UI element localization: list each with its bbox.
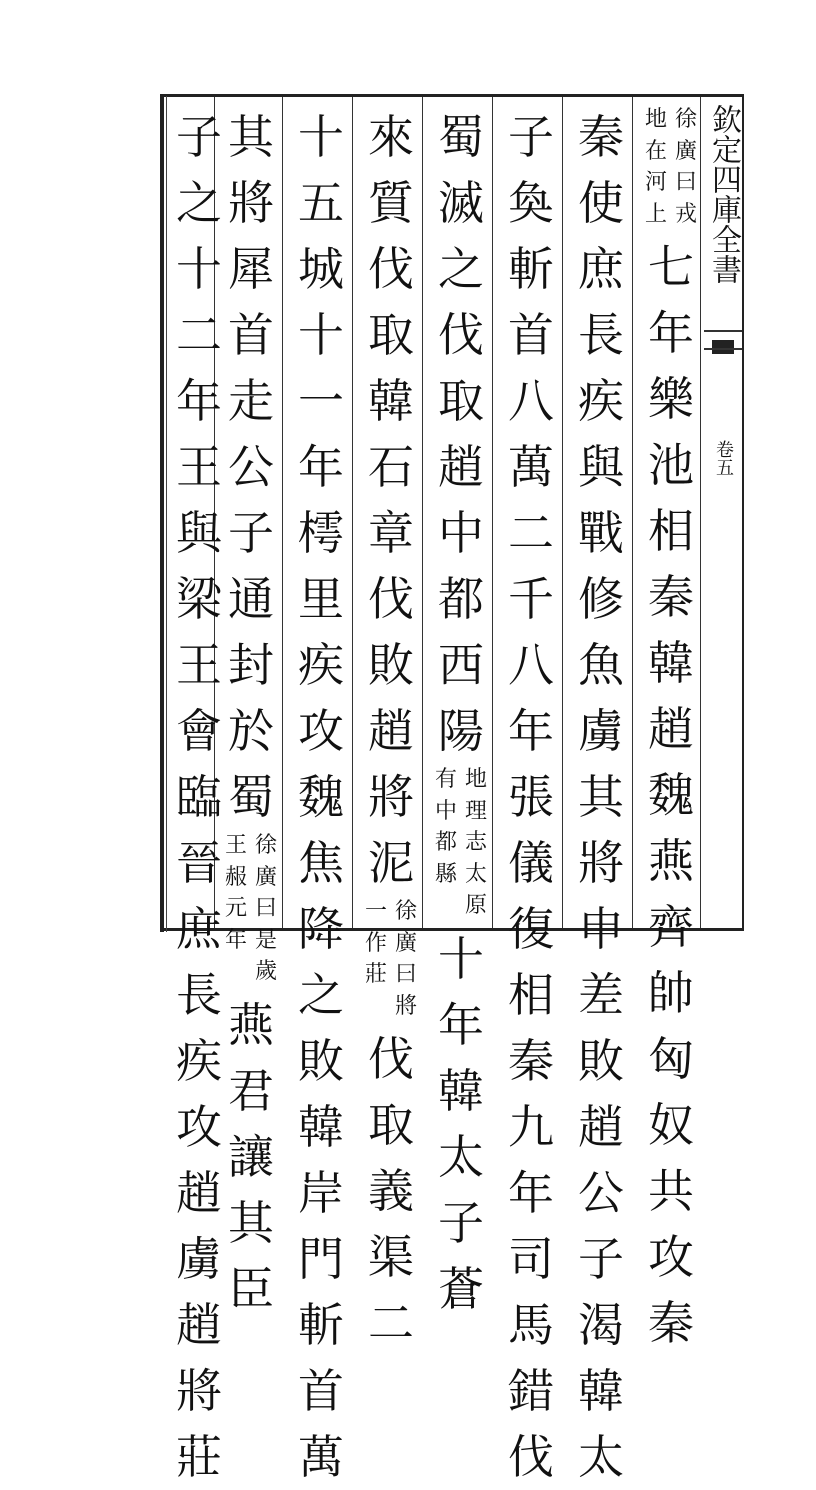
annotation-char-left: 王	[224, 833, 247, 858]
main-text-char: 七	[648, 240, 694, 294]
main-text-char: 韓	[368, 374, 414, 428]
main-text-char: 秦	[508, 1034, 554, 1088]
main-text-char: 申	[578, 902, 624, 956]
main-text-char: 首	[298, 1364, 344, 1418]
column-rule	[352, 97, 353, 928]
annotation-char-right: 將	[394, 993, 417, 1019]
main-text-char: 與	[578, 440, 624, 494]
main-text-char: 太	[438, 1129, 484, 1184]
main-text-char: 首	[508, 308, 554, 362]
main-text-char: 樂	[648, 372, 694, 426]
main-text-char: 陽	[438, 704, 484, 758]
main-text-char: 十	[438, 931, 484, 986]
main-text-char: 敗	[298, 1034, 344, 1088]
edge-rule-top	[704, 330, 742, 332]
text-column	[360, 104, 422, 1350]
annotation-char-right: 志	[464, 830, 487, 855]
main-text-char: 燕	[648, 834, 694, 888]
main-text-char: 儀	[508, 836, 554, 890]
main-text-char: 二	[508, 506, 554, 560]
main-text-char: 敗	[368, 638, 414, 692]
main-text-char: 其	[228, 110, 274, 164]
main-text-char: 石	[368, 440, 414, 494]
main-text-char: 韓	[438, 1063, 484, 1118]
frame-left-inner-border	[166, 96, 167, 932]
main-text-char: 十	[176, 242, 222, 296]
main-text-char: 於	[228, 704, 274, 758]
annotation-char-right: 是	[254, 927, 277, 953]
main-text-char: 魏	[648, 768, 694, 822]
main-text-char: 降	[298, 902, 344, 956]
annotation-char-right: 曰	[254, 896, 277, 921]
main-text-char: 司	[508, 1232, 554, 1286]
annotation-char-left: 莊	[364, 962, 387, 987]
main-text-char: 臣	[228, 1261, 274, 1316]
main-text-char: 趙	[578, 1100, 624, 1154]
annotation-char-left: 中	[434, 798, 457, 824]
annotation-char-left: 作	[364, 930, 387, 956]
main-text-char: 梁	[176, 572, 222, 626]
annotation-char-right: 歲	[254, 959, 277, 984]
main-text-char: 泥	[368, 836, 414, 890]
annotation-char-left: 河	[644, 170, 667, 195]
main-text-char: 萬	[298, 1430, 344, 1484]
main-text-char: 讓	[228, 1129, 274, 1184]
main-text-char: 疾	[298, 638, 344, 692]
annotation-char-left: 元	[224, 896, 247, 921]
main-text-char: 焦	[298, 836, 344, 890]
main-text-char: 晉	[176, 836, 222, 890]
main-text-char: 趙	[176, 1166, 222, 1220]
main-text-char: 伐	[368, 1032, 414, 1086]
annotation-char-right: 戎	[674, 201, 697, 227]
main-text-char: 城	[298, 242, 344, 296]
annotation-char-right: 廣	[394, 930, 417, 956]
main-text-char: 八	[508, 638, 554, 692]
main-text-char: 年	[508, 1166, 554, 1220]
main-text-char: 蜀	[438, 110, 484, 164]
text-column	[290, 104, 352, 1484]
main-text-char: 復	[508, 902, 554, 956]
main-text-char: 匈	[648, 1032, 694, 1086]
main-text-char: 都	[438, 572, 484, 626]
main-text-char: 伐	[368, 572, 414, 626]
main-text-char: 九	[508, 1100, 554, 1154]
main-text-char: 其	[228, 1195, 274, 1250]
main-text-char: 相	[508, 968, 554, 1022]
main-text-char: 與	[176, 506, 222, 560]
edge-rule-bottom	[704, 348, 742, 350]
main-text-char: 西	[438, 638, 484, 692]
annotation-char-right: 曰	[394, 962, 417, 987]
main-text-char: 通	[228, 572, 274, 626]
main-text-char: 來	[368, 110, 414, 164]
main-text-char: 長	[578, 308, 624, 362]
main-text-char: 走	[228, 374, 274, 428]
main-text-char: 渠	[368, 1230, 414, 1284]
main-text-char: 年	[438, 997, 484, 1052]
main-text-char: 取	[438, 374, 484, 428]
main-text-char: 疾	[176, 1034, 222, 1088]
book-title-text: 欽定四庫全書	[706, 104, 741, 284]
main-text-char: 伐	[438, 308, 484, 362]
main-text-char: 攻	[298, 704, 344, 758]
main-text-char: 韓	[298, 1100, 344, 1154]
column-rule	[562, 97, 563, 928]
main-text-char: 庶	[578, 242, 624, 296]
frame-top-border	[160, 94, 744, 97]
main-text-char: 十	[298, 110, 344, 164]
main-text-char: 將	[228, 176, 274, 230]
main-text-char: 秦	[648, 1296, 694, 1350]
main-text-char: 子	[508, 110, 554, 164]
main-text-char: 差	[578, 968, 624, 1022]
main-text-char: 年	[176, 374, 222, 428]
annotation-char-right: 徐	[394, 899, 417, 924]
main-text-char: 韓	[578, 1364, 624, 1418]
main-text-char: 攻	[176, 1100, 222, 1154]
annotation-char-right: 地	[464, 767, 487, 792]
main-text-char: 趙	[648, 702, 694, 756]
main-text-char: 蜀	[228, 770, 274, 824]
main-text-char: 疾	[578, 374, 624, 428]
main-text-char: 敗	[578, 1034, 624, 1088]
main-text-char: 帥	[648, 966, 694, 1020]
main-text-char: 之	[298, 968, 344, 1022]
main-text-char: 伐	[368, 242, 414, 296]
main-text-char: 犀	[228, 242, 274, 296]
main-text-char: 王	[176, 440, 222, 494]
main-text-char: 相	[648, 504, 694, 558]
main-text-char: 岸	[298, 1166, 344, 1220]
main-text-char: 質	[368, 176, 414, 230]
text-column	[640, 104, 702, 1350]
main-text-char: 奐	[508, 176, 554, 230]
main-text-char: 年	[508, 704, 554, 758]
main-text-char: 修	[578, 572, 624, 626]
main-text-char: 莊	[176, 1430, 222, 1484]
annotation-char-left: 都	[434, 830, 457, 855]
main-text-char: 臨	[176, 770, 222, 824]
main-text-char: 義	[368, 1164, 414, 1218]
main-text-char: 虜	[176, 1232, 222, 1286]
main-text-char: 伐	[508, 1430, 554, 1484]
main-text-char: 庶	[176, 902, 222, 956]
main-text-char: 戰	[578, 506, 624, 560]
text-column	[430, 104, 492, 1316]
text-column	[168, 104, 230, 1484]
annotation-char-right: 曰	[674, 170, 697, 195]
main-text-char: 一	[298, 374, 344, 428]
main-text-char: 二	[368, 1296, 414, 1350]
main-text-char: 滅	[438, 176, 484, 230]
main-text-char: 魏	[298, 770, 344, 824]
annotation-char-left: 赧	[224, 864, 247, 890]
main-text-char: 里	[298, 572, 344, 626]
main-text-char: 攻	[648, 1230, 694, 1284]
main-text-char: 馬	[508, 1298, 554, 1352]
annotation-char-left: 縣	[434, 861, 457, 887]
annotation-char-right: 原	[464, 893, 487, 918]
main-text-char: 之	[438, 242, 484, 296]
text-column	[500, 104, 562, 1484]
volume-label-text: 卷五	[713, 440, 734, 476]
main-text-char: 之	[176, 176, 222, 230]
text-column	[570, 104, 632, 1484]
annotation-char-left: 有	[434, 767, 457, 792]
main-text-char: 渴	[578, 1298, 624, 1352]
main-text-char: 趙	[176, 1298, 222, 1352]
main-text-char: 會	[176, 704, 222, 758]
main-text-char: 萬	[508, 440, 554, 494]
main-text-char: 燕	[228, 997, 274, 1052]
main-text-char: 子	[228, 506, 274, 560]
annotation-char-right: 徐	[674, 107, 697, 132]
main-text-char: 斬	[298, 1298, 344, 1352]
main-text-char: 十	[298, 308, 344, 362]
annotation-char-right: 太	[464, 861, 487, 887]
main-text-char: 蒼	[438, 1261, 484, 1316]
main-text-char: 門	[298, 1232, 344, 1286]
main-text-char: 錯	[508, 1364, 554, 1418]
main-text-char: 長	[176, 968, 222, 1022]
main-text-char: 千	[508, 572, 554, 626]
main-text-char: 其	[578, 770, 624, 824]
main-text-char: 王	[176, 638, 222, 692]
main-text-char: 齊	[648, 900, 694, 954]
main-text-char: 斬	[508, 242, 554, 296]
main-text-char: 共	[648, 1164, 694, 1218]
main-text-char: 使	[578, 176, 624, 230]
column-rule	[632, 97, 633, 928]
main-text-char: 太	[578, 1430, 624, 1484]
main-text-char: 虜	[578, 704, 624, 758]
main-text-char: 趙	[368, 704, 414, 758]
fish-tail-mark	[712, 340, 734, 354]
book-title	[704, 104, 742, 293]
main-text-char: 將	[368, 770, 414, 824]
main-text-char: 八	[508, 374, 554, 428]
annotation-char-right: 理	[464, 798, 487, 824]
main-text-char: 池	[648, 438, 694, 492]
main-text-char: 二	[176, 308, 222, 362]
main-text-char: 取	[368, 308, 414, 362]
annotation-char-left: 地	[644, 107, 667, 132]
annotation-char-right: 徐	[254, 833, 277, 858]
column-rule	[422, 97, 423, 928]
main-text-char: 公	[228, 440, 274, 494]
main-text-char: 首	[228, 308, 274, 362]
frame-right-border	[742, 94, 744, 931]
annotation-char-left: 年	[224, 927, 247, 953]
column-rule	[282, 97, 283, 928]
main-text-char: 韓	[648, 636, 694, 690]
annotation-char-right: 廣	[254, 864, 277, 890]
main-text-char: 奴	[648, 1098, 694, 1152]
main-text-char: 魚	[578, 638, 624, 692]
main-text-char: 將	[176, 1364, 222, 1418]
main-text-char: 章	[368, 506, 414, 560]
main-text-char: 年	[298, 440, 344, 494]
column-rule	[492, 97, 493, 928]
main-text-char: 子	[578, 1232, 624, 1286]
main-text-char: 秦	[578, 110, 624, 164]
main-text-char: 樗	[298, 506, 344, 560]
annotation-char-left: 在	[644, 138, 667, 164]
main-text-char: 將	[578, 836, 624, 890]
annotation-char-left: 上	[644, 201, 667, 227]
main-text-char: 張	[508, 770, 554, 824]
main-text-char: 秦	[648, 570, 694, 624]
main-text-char: 子	[438, 1195, 484, 1250]
main-text-char: 公	[578, 1166, 624, 1220]
main-text-char: 五	[298, 176, 344, 230]
frame-left-border	[160, 96, 164, 932]
main-text-char: 中	[438, 506, 484, 560]
main-text-char: 年	[648, 306, 694, 360]
main-text-char: 君	[228, 1063, 274, 1118]
annotation-char-left: 一	[364, 899, 387, 924]
main-text-char: 子	[176, 110, 222, 164]
main-text-char: 取	[368, 1098, 414, 1152]
volume-label	[708, 440, 738, 483]
main-text-char: 封	[228, 638, 274, 692]
main-text-char: 趙	[438, 440, 484, 494]
annotation-char-right: 廣	[674, 138, 697, 164]
